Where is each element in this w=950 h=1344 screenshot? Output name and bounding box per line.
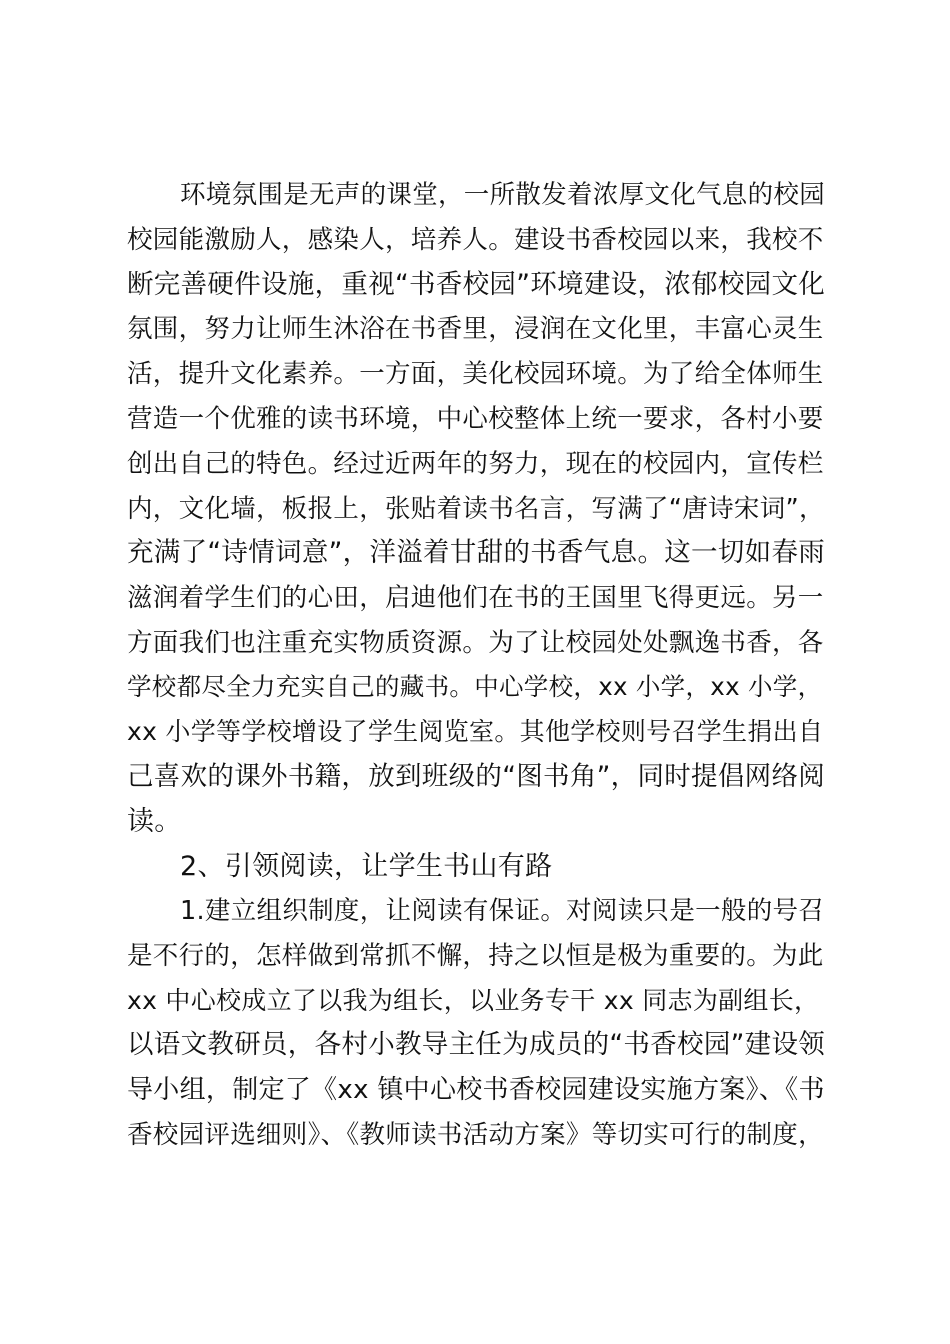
paragraph-2-line: 是不行的，怎样做到常抓不懈，持之以恒是极为重要的。为此 [127,941,824,971]
paragraph-1-line: 方面我们也注重充实物质资源。为了让校园处处飘逸书香，各 [127,628,824,658]
paragraph-1-line: 氛围，努力让师生沐浴在书香里，浸润在文化里，丰富心灵生 [127,314,824,344]
paragraph-1-line: 充满了“诗情词意”，洋溢着甘甜的书香气息。这一切如春雨 [127,537,826,568]
paragraph-2-line: 1.建立组织制度，让阅读有保证。对阅读只是一般的号召 [180,896,825,926]
paragraph-1-line: 活，提升文化素养。一方面，美化校园环境。为了给全体师生 [127,359,824,389]
paragraph-2-line: xx 中心校成立了以我为组长，以业务专干 xx 同志为副组长， [127,986,820,1015]
paragraph-1-line: 读。 [127,806,182,837]
paragraph-1-line: 营造一个优雅的读书环境，中心校整体上统一要求，各村小要 [127,404,824,434]
paragraph-2-line: 导小组，制定了《xx 镇中心校书香校园建设实施方案》、《书 [127,1075,825,1105]
paragraph-1-line: 内，文化墙，板报上，张贴着读书名言，写满了“唐诗宋词”， [127,494,825,524]
section-heading: 2、引领阅读，让学生书山有路 [180,851,553,882]
paragraph-1-line: 创出自己的特色。经过近两年的努力，现在的校园内，宣传栏 [127,449,824,479]
paragraph-1-line: 学校都尽全力充实自己的藏书。中心学校，xx 小学，xx 小学， [127,672,823,701]
paragraph-2-line: 以语文教研员，各村小教导主任为成员的“书香校园”建设领 [127,1029,826,1060]
paragraph-1-line: 断完善硬件设施，重视“书香校园”环境建设，浓郁校园文化 [127,269,826,300]
paragraph-1-line: 环境氛围是无声的课堂，一所散发着浓厚文化气息的校园 [180,180,826,210]
paragraph-2-line: 香校园评选细则》、《教师读书活动方案》等切实可行的制度， [127,1120,824,1150]
paragraph-1-line: xx 小学等学校增设了学生阅览室。其他学校则号召学生捐出自 [127,717,824,746]
paragraph-1-line: 己喜欢的课外书籍，放到班级的“图书角”，同时提倡网络阅 [127,761,826,792]
paragraph-1-line: 滋润着学生们的心田，启迪他们在书的王国里飞得更远。另一 [127,583,824,613]
paragraph-1-line: 校园能激励人，感染人，培养人。建设书香校园以来，我校不 [127,225,824,255]
